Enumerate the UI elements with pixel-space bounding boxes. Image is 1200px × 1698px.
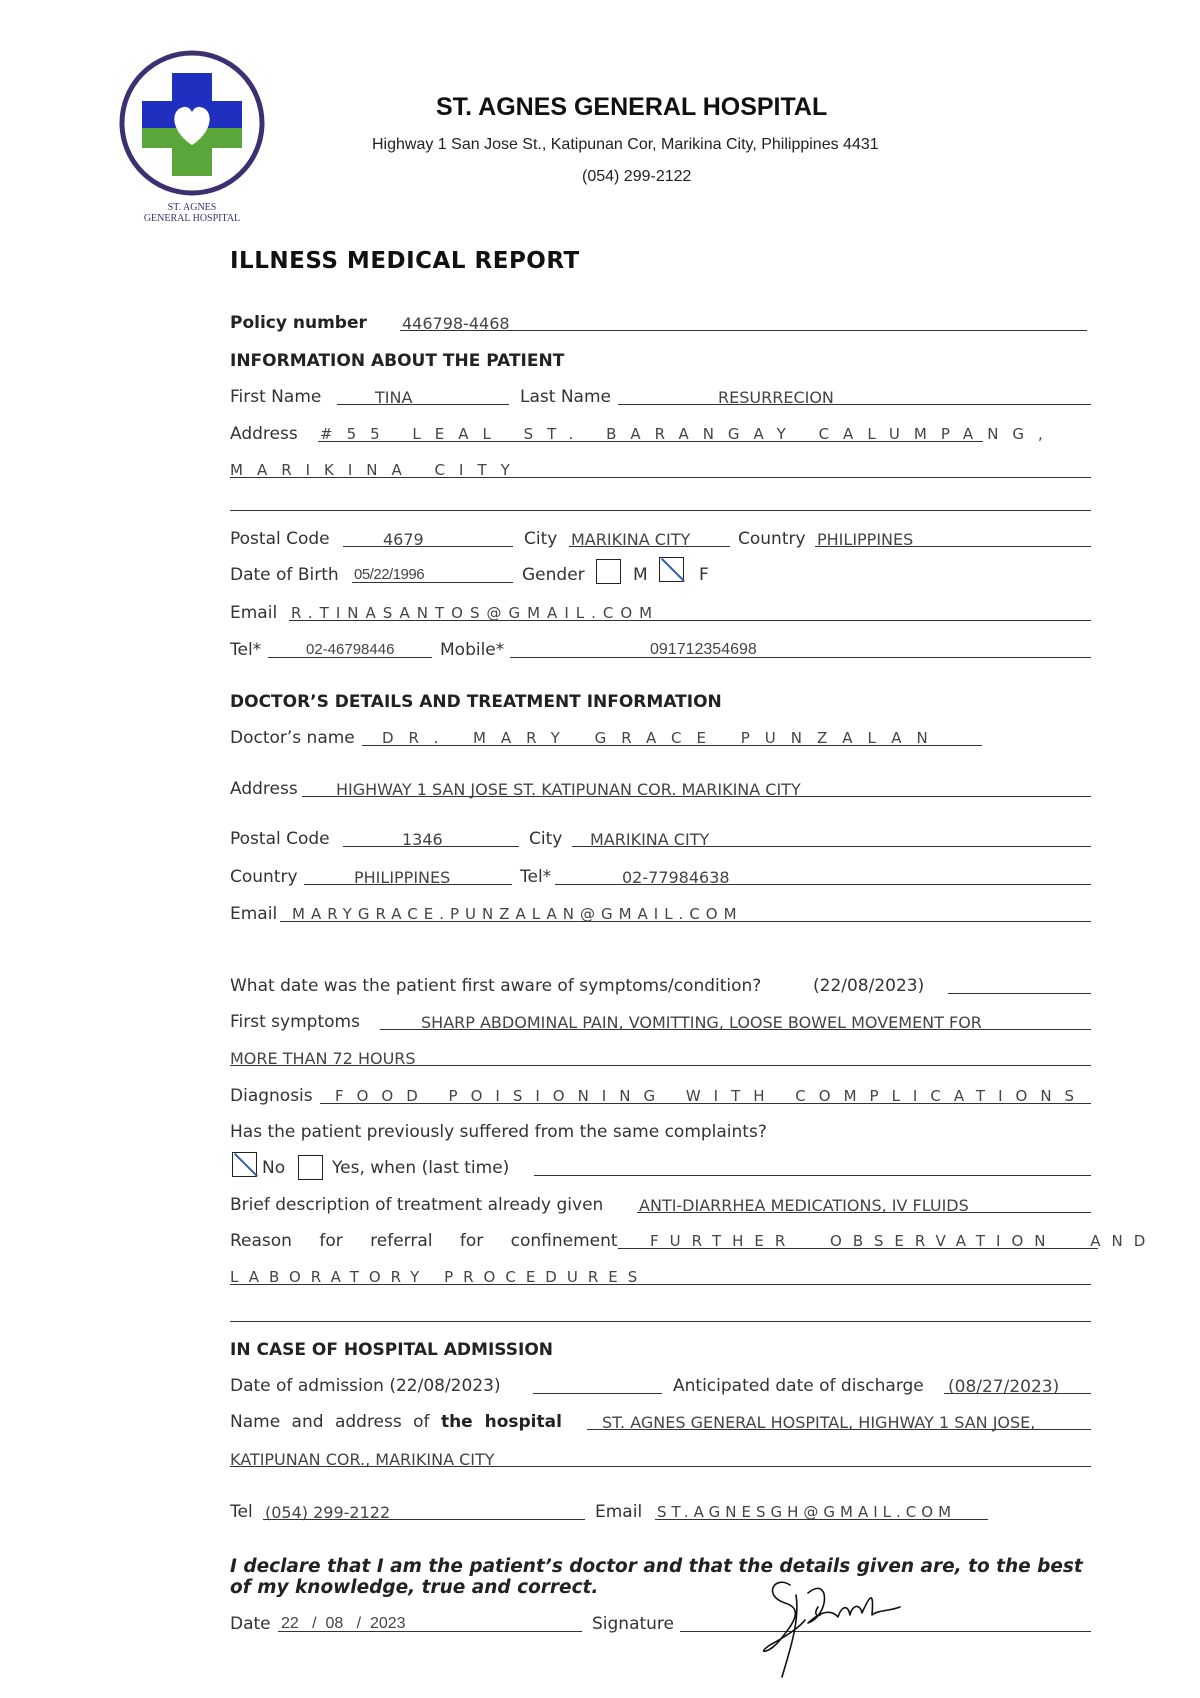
doctor-name-field[interactable]: DR. MARY GRACE PUNZALAN (382, 729, 943, 747)
doctor-address-label: Address (230, 779, 298, 799)
declaration-date-label: Date (230, 1614, 271, 1634)
patient-address-line1[interactable]: #55 LEAL ST. BARANGAY CALUMPANG, (320, 425, 1057, 443)
discharge-label: Anticipated date of discharge (673, 1376, 924, 1396)
logo-caption: ST. AGNES GENERAL HOSPITAL (143, 202, 241, 224)
page-title: ILLNESS MEDICAL REPORT (230, 248, 580, 274)
patient-mobile-field[interactable]: 091712354698 (650, 641, 757, 658)
dob-label: Date of Birth (230, 565, 339, 585)
previous-no-label: No (262, 1158, 286, 1178)
patient-tel-label: Tel* (230, 640, 262, 660)
patient-address-line2[interactable]: MARIKINA CITY (230, 461, 524, 479)
first-name-label: First Name (230, 387, 322, 407)
patient-email-label: Email (230, 603, 278, 623)
dob-field[interactable]: 05/22/1996 (354, 566, 425, 583)
treatment-field[interactable]: ANTI-DIARRHEA MEDICATIONS, IV FLUIDS (639, 1196, 969, 1215)
last-name-label: Last Name (520, 387, 611, 407)
gender-label: Gender (522, 565, 585, 585)
patient-country-label: Country (738, 529, 806, 549)
diagnosis-field[interactable]: FOOD POISIONING WITH COMPLICATIONS (335, 1087, 1088, 1105)
admission-hospital-line1[interactable]: ST. AGNES GENERAL HOSPITAL, HIGHWAY 1 SAN JOSE, (602, 1413, 1036, 1432)
first-aware-question: What date was the patient first aware of symptoms/condition? (230, 976, 762, 996)
doctor-email-label: Email (230, 904, 278, 924)
discharge-field[interactable]: (08/27/2023) (948, 1377, 1060, 1397)
gender-f-label: F (699, 565, 709, 585)
patient-postal-field[interactable]: 4679 (383, 530, 424, 549)
doctor-country-field[interactable]: PHILIPPINES (354, 868, 451, 887)
patient-email-field[interactable]: R.TINASANTOS@GMAIL.COM (291, 604, 660, 622)
patient-section-title: INFORMATION ABOUT THE PATIENT (230, 351, 565, 371)
patient-postal-label: Postal Code (230, 529, 330, 549)
patient-city-field[interactable]: MARIKINA CITY (571, 530, 691, 549)
symptoms-line1[interactable]: SHARP ABDOMINAL PAIN, VOMITTING, LOOSE BOWEL MOVEMENT FOR (421, 1013, 982, 1032)
doctor-name-label: Doctor’s name (230, 728, 355, 748)
symptoms-line2[interactable]: MORE THAN 72 HOURS (230, 1049, 416, 1068)
admission-email-label: Email (595, 1502, 643, 1522)
policy-number-label: Policy number (230, 313, 367, 333)
last-name-field[interactable]: RESURRECION (718, 388, 834, 407)
doctor-country-label: Country (230, 867, 298, 887)
patient-city-label: City (524, 529, 558, 549)
doctor-email-field[interactable]: MARYGRACE.PUNZALAN@GMAIL.COM (292, 905, 743, 923)
admission-section-title: IN CASE OF HOSPITAL ADMISSION (230, 1340, 553, 1360)
signature-label: Signature (592, 1614, 675, 1634)
admission-hospital-line2[interactable]: KATIPUNAN COR., MARIKINA CITY (230, 1450, 495, 1469)
hospital-logo (112, 45, 272, 230)
previous-no-checkbox[interactable] (232, 1152, 257, 1177)
patient-mobile-label: Mobile* (440, 640, 505, 660)
hospital-address: Highway 1 San Jose St., Katipunan Cor, Marikina City, Philippines 4431 (372, 136, 879, 153)
first-name-field[interactable]: TINA (375, 388, 413, 407)
referral-line1[interactable]: FURTHER OBSERVATION AND (650, 1232, 1157, 1250)
hospital-name: ST. AGNES GENERAL HOSPITAL (436, 93, 828, 121)
patient-address-label: Address (230, 424, 298, 444)
doctor-address-field[interactable]: HIGHWAY 1 SAN JOSE ST. KATIPUNAN COR. MARIKINA CITY (336, 780, 801, 799)
policy-number-value[interactable]: 446798-4468 (402, 314, 510, 333)
hospital-phone: (054) 299-2122 (582, 168, 692, 185)
patient-tel-field[interactable]: 02-46798446 (306, 641, 395, 658)
doctor-postal-label: Postal Code (230, 829, 330, 849)
patient-country-field[interactable]: PHILIPPINES (817, 530, 914, 549)
admission-tel-field[interactable]: (054) 299-2122 (265, 1503, 391, 1522)
doctor-city-field[interactable]: MARIKINA CITY (590, 830, 710, 849)
admission-email-field[interactable]: ST.AGNESGH@GMAIL.COM (657, 1503, 957, 1521)
symptoms-label: First symptoms (230, 1012, 360, 1032)
gender-m-label: M (633, 565, 648, 585)
hospital-name-address-label: Name and address of the hospital (230, 1412, 562, 1432)
date-year: 2023 (369, 1615, 406, 1632)
doctor-tel-field[interactable]: 02-77984638 (622, 868, 730, 887)
doctor-city-label: City (529, 829, 563, 849)
treatment-label: Brief description of treatment already given (230, 1195, 604, 1215)
doctor-tel-label: Tel* (520, 867, 552, 887)
previous-complaints-question: Has the patient previously suffered from the same complaints? (230, 1122, 767, 1142)
referral-label: Reason for referral for confinement (230, 1231, 618, 1251)
declaration-text: I declare that I am the patient’s doctor and that the details given are, to the best of my knowledge, true and correct. (230, 1556, 1083, 1598)
gender-f-checkbox[interactable] (659, 557, 684, 582)
signature-image (760, 1565, 960, 1685)
doctor-postal-field[interactable]: 1346 (402, 830, 443, 849)
admission-date-label: Date of admission (22/08/2023) (230, 1376, 501, 1396)
doctor-section-title: DOCTOR’S DETAILS AND TREATMENT INFORMATION (230, 692, 722, 712)
admission-tel-label: Tel (230, 1502, 253, 1522)
referral-line2[interactable]: LABORATORY PROCEDURES (230, 1268, 648, 1286)
first-aware-date[interactable]: (22/08/2023) (813, 976, 925, 996)
gender-m-checkbox[interactable] (596, 559, 621, 584)
date-day: 22 (281, 1615, 299, 1632)
previous-yes-checkbox[interactable] (298, 1155, 323, 1180)
declaration-date-field[interactable]: 22 / 08 / 2023 (281, 1615, 406, 1632)
previous-yes-label: Yes, when (last time) (332, 1158, 510, 1178)
date-month: 08 (325, 1615, 344, 1632)
diagnosis-label: Diagnosis (230, 1086, 313, 1106)
